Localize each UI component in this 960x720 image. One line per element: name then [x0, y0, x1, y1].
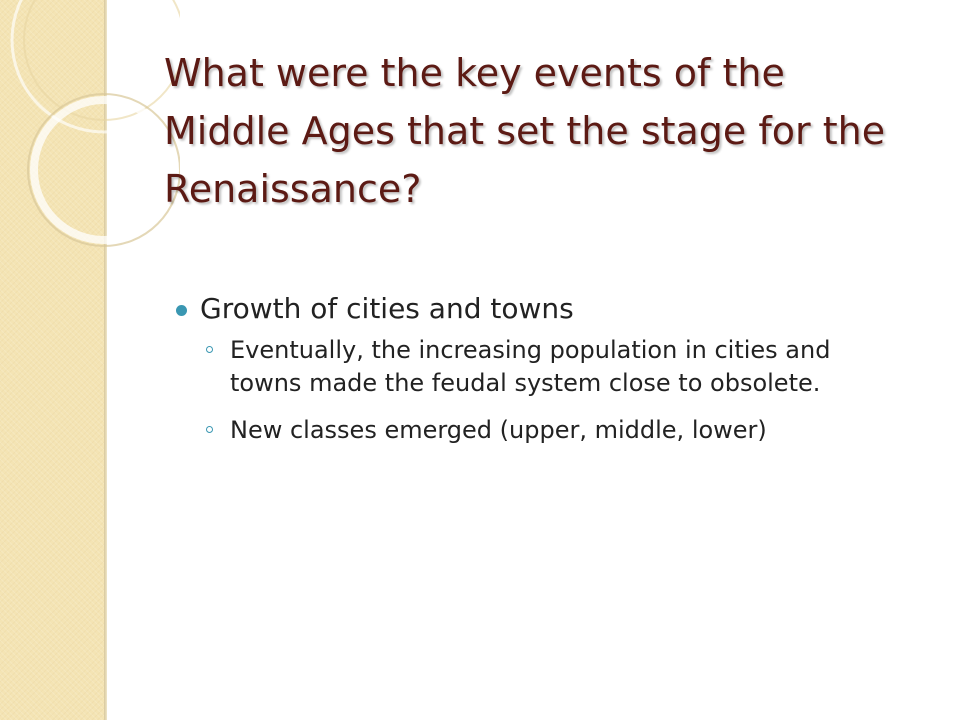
hollow-circle-bullet-icon	[206, 426, 213, 433]
bullet-text: Growth of cities and towns	[200, 292, 574, 325]
sub-bullet-text: New classes emerged (upper, middle, lower)	[230, 416, 767, 444]
filled-circle-bullet-icon	[176, 305, 187, 316]
decorative-circle-small-outline	[28, 94, 180, 246]
slide-title: What were the key events of the Middle Ages that set the stage for the Renaissance?	[164, 51, 886, 211]
decorative-circles	[0, 0, 180, 260]
hollow-circle-bullet-icon	[206, 346, 213, 353]
sub-bullet-list	[176, 334, 906, 447]
sub-bullet-item	[176, 414, 906, 447]
slide-content	[176, 290, 906, 461]
bullet-item	[176, 290, 906, 328]
sub-bullet-item	[176, 334, 906, 400]
sub-bullet-text: Eventually, the increasing population in cities and towns made the feudal system close to obsolete.	[230, 336, 831, 397]
